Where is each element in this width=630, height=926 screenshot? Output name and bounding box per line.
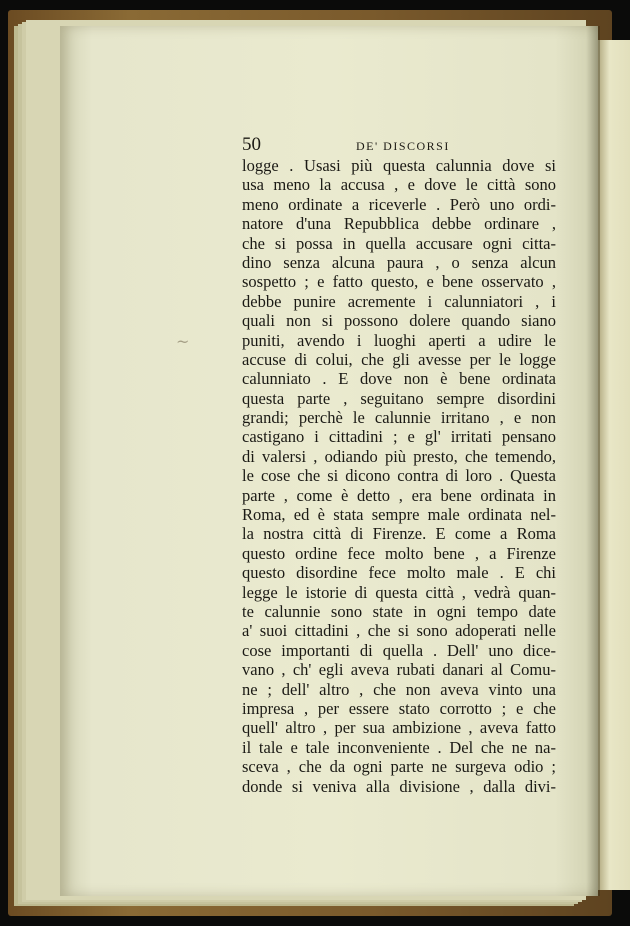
text-line: te calunnie sono state in ogni tempo date bbox=[242, 601, 556, 621]
text-line: sospetto ; e fatto questo, e bene osservato , bbox=[242, 272, 556, 292]
text-line: legge le istorie di questa città , vedrà quan- bbox=[242, 582, 556, 602]
text-line: cose importanti di quella . Dell' uno dice- bbox=[242, 640, 556, 660]
text-line: dino senza alcuna paura , o senza alcun bbox=[242, 252, 556, 272]
text-line: quali non si possono dolere quando siano bbox=[242, 311, 556, 331]
text-line: questo ordine fece molto bene , a Firenze bbox=[242, 543, 556, 563]
text-line: a' suoi cittadini , che si sono adoperati nelle bbox=[242, 621, 556, 641]
text-line: questa parte , seguitano sempre disordini bbox=[242, 388, 556, 408]
text-line: che si possa in quella accusare ogni citta- bbox=[242, 233, 556, 253]
text-line: di valersi , odiando più presto, che temendo, bbox=[242, 446, 556, 466]
text-line: usa meno la accusa , e dove le città sono bbox=[242, 175, 556, 195]
text-line: questo disordine fece molto male . E chi bbox=[242, 563, 556, 583]
text-line: le cose che si dicono contra di loro . Questa bbox=[242, 466, 556, 486]
text-line: meno ordinate a riceverle . Però uno ordi- bbox=[242, 194, 556, 214]
text-line: logge . Usasi più questa calunnia dove si bbox=[242, 156, 556, 175]
text-line: impresa , per essere stato corrotto ; e che bbox=[242, 698, 556, 718]
text-line: castigano i cittadini ; e gl' irritati pensano bbox=[242, 427, 556, 447]
page-number: 50 bbox=[242, 134, 261, 155]
body-text bbox=[242, 156, 556, 796]
text-line: Roma, ed è stata sempre male ordinata nel- bbox=[242, 505, 556, 525]
text-line: ne ; dell' altro , che non aveva vinto una bbox=[242, 679, 556, 699]
gutter-shadow bbox=[586, 26, 600, 896]
text-line: vano , ch' egli aveva rubati danari al Comu- bbox=[242, 660, 556, 680]
text-line: la nostra città di Firenze. E come a Roma bbox=[242, 524, 556, 544]
text-line: debbe punire acremente i calunniatori , i bbox=[242, 291, 556, 311]
text-line: quell' altro , per sua ambizione , aveva fatto bbox=[242, 718, 556, 738]
running-head: DE' DISCORSI bbox=[356, 139, 450, 153]
text-line: il tale e tale inconveniente . Del che ne na- bbox=[242, 737, 556, 757]
text-line: natore d'una Repubblica debbe ordinare , bbox=[242, 214, 556, 234]
text-line: calunniato . E dove non è bene ordinata bbox=[242, 369, 556, 389]
text-line: parte , come è detto , era bene ordinata in bbox=[242, 485, 556, 505]
text-line: sceva , che da ogni parte ne surgeva odio ; bbox=[242, 757, 556, 777]
page-header bbox=[242, 134, 568, 156]
text-line: grandi; perchè le calunnie irritano , e non bbox=[242, 408, 556, 428]
margin-ink-mark: ~ bbox=[176, 332, 190, 351]
text-line: donde si veniva alla divisione , dalla divi- bbox=[242, 776, 556, 796]
text-line: puniti, avendo i luoghi aperti a udire le bbox=[242, 330, 556, 350]
facing-page-edge bbox=[596, 40, 630, 890]
text-line: accuse di colui, che gli avesse per le logge bbox=[242, 349, 556, 369]
